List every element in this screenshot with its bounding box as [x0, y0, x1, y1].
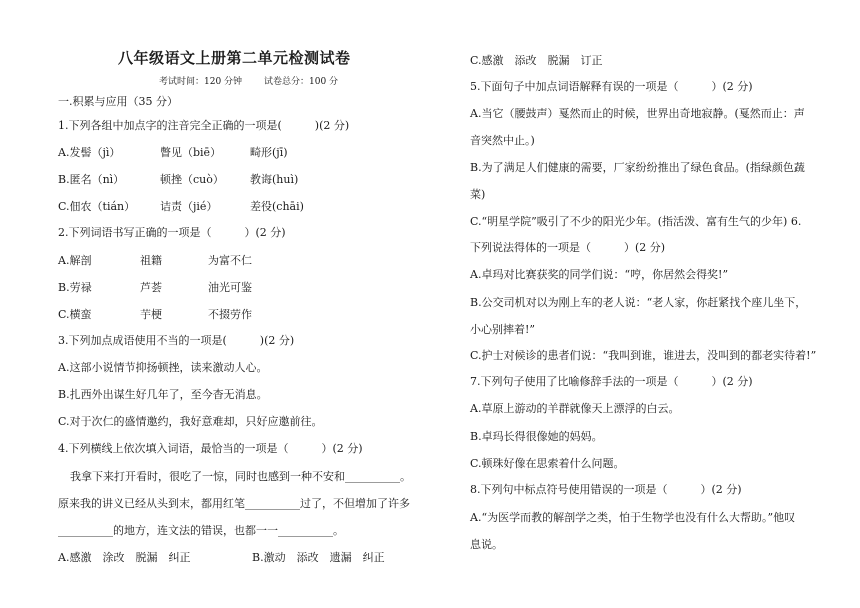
question-8-stem: 8.下列句中标点符号使用错误的一项是（ ）(2 分) — [470, 483, 742, 496]
option-a-1: A.发髻（jì） — [58, 146, 121, 159]
option-a-3: 为富不仁 — [208, 254, 252, 267]
option-b-3: 教诲(huì) — [250, 173, 299, 186]
option-c-3: 不掇劳作 — [208, 308, 252, 321]
option-c-2: 诘责（jié） — [160, 200, 218, 213]
option-b-1: B.匿名（nì） — [58, 173, 125, 186]
option-a: A.草原上游动的羊群就像天上漂浮的白云。 — [470, 402, 680, 415]
option-c: C.对于次仁的盛情邀约，我好意难却，只好应邀前往。 — [58, 415, 323, 428]
exam-time: 考试时间：120 分钟 — [159, 77, 243, 87]
option-c: C.感激 添改 脱漏 订正 — [470, 54, 603, 67]
option-c-1: C.横蛮 — [58, 308, 92, 321]
option-a: A.“为医学而教的解剖学之类，怕于生物学也没有什么大帮助。”他叹 — [470, 511, 796, 524]
option-a-2: 瞥见（biē） — [160, 146, 222, 159]
option-b-2: 芦荟 — [140, 281, 162, 294]
option-a-continued: 音突然中止。) — [470, 134, 535, 147]
question-5-stem: 5.下面句子中加点词语解释有误的一项是（ ）(2 分) — [470, 80, 753, 93]
exam-title: 八年级语文上册第二单元检测试卷 — [118, 49, 351, 67]
option-a-continued: 息说。 — [470, 538, 503, 551]
option-b: B.为了满足人们健康的需要，厂家纷纷推出了绿色食品。(指绿颜色蔬 — [470, 161, 805, 174]
option-a: A.这部小说情节抑扬顿挫，读来激动人心。 — [58, 361, 268, 374]
question-6-stem: 下列说法得体的一项是（ ）(2 分) — [470, 241, 666, 254]
section-heading: 一.积累与应用（35 分） — [58, 95, 178, 108]
option-c-1: C.佃农（tián） — [58, 200, 136, 213]
option-b-2: 顿挫（cuò） — [160, 173, 224, 186]
option-a-2: 祖籍 — [140, 254, 162, 267]
question-1-stem: 1.下列各组中加点字的注音完全正确的一项是( )(2 分) — [58, 119, 350, 132]
option-b: B.扎西外出谋生好几年了，至今杳无消息。 — [58, 388, 268, 401]
question-3-stem: 3.下列加点成语使用不当的一项是( )(2 分) — [58, 334, 295, 347]
option-c-3: 差役(chāi) — [250, 200, 304, 213]
option-a-1: A.解剖 — [58, 254, 92, 267]
passage-line: __________的地方，连文法的错误，也都一一__________。 — [58, 524, 344, 537]
option-a: A.感激 涂改 脱漏 纠正 — [58, 551, 191, 564]
option-b-3: 油光可鉴 — [208, 281, 252, 294]
option-c-2: 芋梗 — [140, 308, 162, 321]
option-a: A.卓玛对比赛获奖的同学们说：“哼，你居然会得奖!” — [470, 268, 729, 281]
option-a-3: 畸形(jī) — [250, 146, 288, 159]
question-4-stem: 4.下列横线上依次填入词语，最恰当的一项是（ ）(2 分) — [58, 442, 363, 455]
option-b: B.激动 添改 遗漏 纠正 — [252, 551, 385, 564]
passage-line: 我拿下来打开看时，很吃了一惊，同时也感到一种不安和__________。 — [70, 470, 411, 483]
option-b: B.公交司机对以为刚上车的老人说：“老人家，你赶紧找个座儿坐下， — [470, 296, 807, 309]
question-7-stem: 7.下列句子使用了比喻修辞手法的一项是（ ）(2 分) — [470, 375, 753, 388]
passage-line: 原来我的讲义已经从头到末，都用红笔__________过了，不但增加了许多 — [58, 497, 410, 510]
option-b-continued: 菜) — [470, 188, 486, 201]
option-c: C.护士对候诊的患者们说：“我叫到谁，谁进去，没叫到的都老实待着!” — [470, 349, 817, 362]
option-b-1: B.劳禄 — [58, 281, 92, 294]
option-c: C.顿珠好像在思索着什么问题。 — [470, 457, 625, 470]
exam-score: 试卷总分：100 分 — [264, 77, 339, 87]
option-b: B.卓玛长得很像她的妈妈。 — [470, 430, 603, 443]
option-b-continued: 小心别摔着!” — [470, 323, 536, 336]
question-2-stem: 2.下列词语书写正确的一项是（ ）(2 分) — [58, 226, 286, 239]
option-a: A.当它（腰鼓声）戛然而止的时候，世界出奇地寂静。(戛然而止：声 — [470, 107, 805, 120]
option-c: C.“明星学院”吸引了不少的阳光少年。(指活泼、富有生气的少年) 6. — [470, 215, 802, 228]
